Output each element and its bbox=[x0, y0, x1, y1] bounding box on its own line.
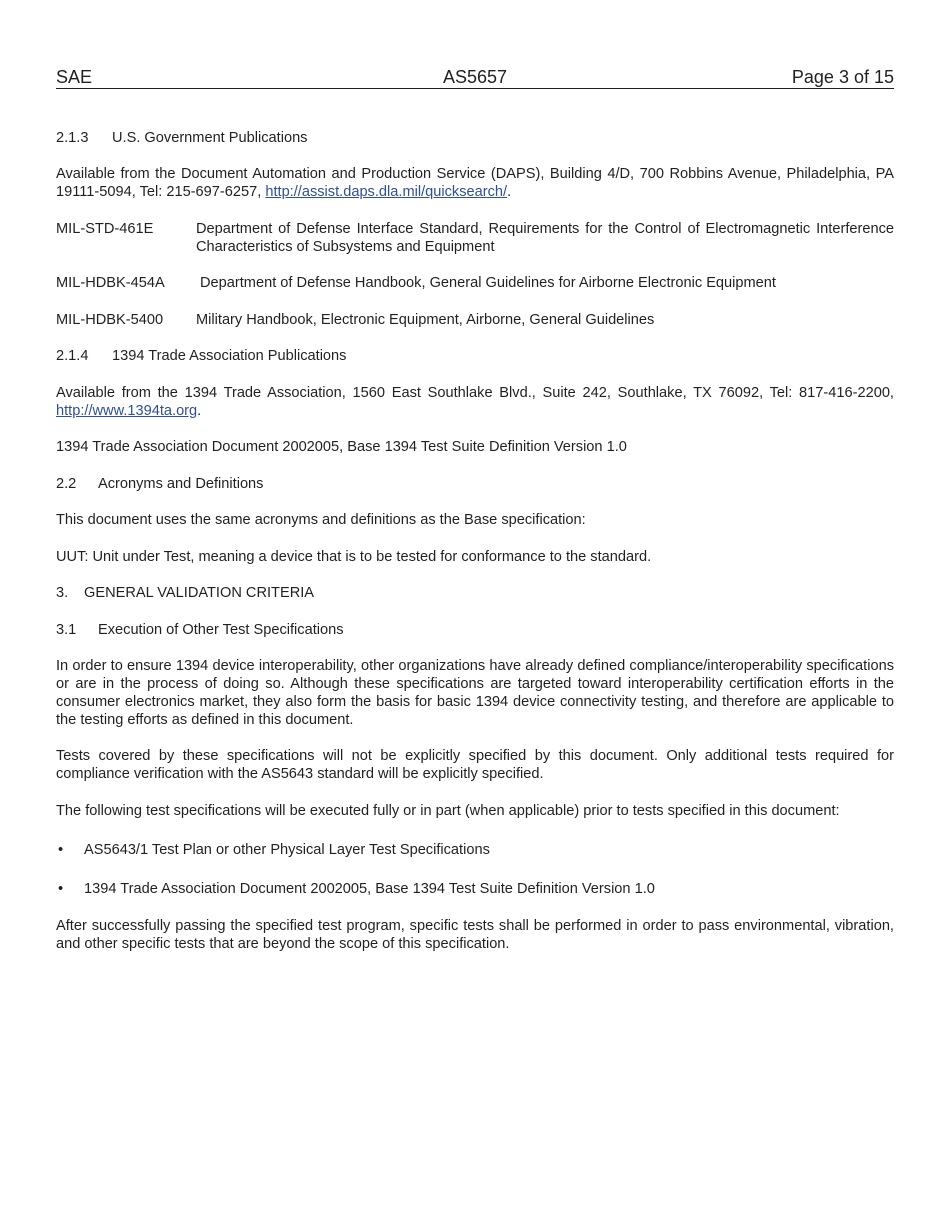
paragraph-after-passing: After successfully passing the specified test program, specific tests shall be performed in order to pass environmental, vibration, and other specific tests that are beyond the scope of this specification. bbox=[56, 918, 894, 952]
period: . bbox=[197, 403, 202, 419]
page-header bbox=[56, 66, 894, 89]
reference-mil-hdbk-454a bbox=[56, 274, 894, 292]
acronyms-intro: This document uses the same acronyms and definitions as the Base specification: bbox=[56, 512, 586, 528]
section-title: U.S. Government Publications bbox=[112, 130, 308, 146]
trade-association-document: 1394 Trade Association Document 2002005, Base 1394 Test Suite Definition Version 1.0 bbox=[56, 439, 627, 455]
daps-link[interactable]: http://assist.daps.dla.mil/quicksearch/ bbox=[265, 184, 508, 200]
section-3-heading bbox=[56, 584, 894, 602]
reference-description: Department of Defense Handbook, General Guidelines for Airborne Electronic Equipment bbox=[200, 275, 776, 291]
1394ta-link[interactable]: http://www.1394ta.org bbox=[56, 403, 198, 419]
reference-code: MIL-STD-461E bbox=[56, 221, 154, 237]
reference-code: MIL-HDBK-5400 bbox=[56, 312, 164, 328]
section-2-1-3-heading bbox=[56, 129, 894, 147]
section-2-2-heading bbox=[56, 475, 894, 493]
section-number: 3.1 bbox=[56, 622, 77, 638]
section-3-1-heading bbox=[56, 621, 894, 639]
section-title: Execution of Other Test Specifications bbox=[98, 622, 344, 638]
availability-text: Available from the Document Automation and Production Service (DAPS), Building 4/D, 700 Robbins Avenue, Philadelphia, PA 19111-5094, Tel: 215-697-6257, bbox=[56, 166, 894, 200]
section-2-1-4-heading bbox=[56, 347, 894, 365]
period: . bbox=[507, 184, 512, 200]
section-2-1-4-availability bbox=[56, 384, 894, 420]
header-org: SAE bbox=[56, 67, 93, 87]
header-doc-number: AS5657 bbox=[442, 67, 508, 87]
section-number: 3. bbox=[56, 585, 69, 601]
section-title: 1394 Trade Association Publications bbox=[112, 348, 347, 364]
reference-description: Military Handbook, Electronic Equipment, Airborne, General Guidelines bbox=[196, 312, 655, 328]
availability-text: Available from the 1394 Trade Association, 1560 East Southlake Blvd., Suite 242, Southlake, TX 76092, Tel: 817-416-2200, bbox=[56, 385, 894, 401]
list-item-text: AS5643/1 Test Plan or other Physical Layer Test Specifications bbox=[84, 842, 490, 858]
paragraph-following-specs: The following test specifications will be executed fully or in part (when applicable) prior to tests specified in this document: bbox=[56, 803, 840, 819]
bullet-icon: • bbox=[58, 881, 64, 897]
section-number: 2.1.4 bbox=[56, 348, 89, 364]
reference-code: MIL-HDBK-454A bbox=[56, 275, 165, 291]
section-2-1-3-availability bbox=[56, 165, 894, 201]
header-page-number: Page 3 of 15 bbox=[791, 67, 894, 87]
bullet-icon: • bbox=[58, 842, 64, 858]
uut-definition: UUT: Unit under Test, meaning a device that is to be tested for conformance to the standard. bbox=[56, 549, 652, 565]
list-item-text: 1394 Trade Association Document 2002005, Base 1394 Test Suite Definition Version 1.0 bbox=[84, 881, 655, 897]
reference-mil-std-461e bbox=[56, 220, 894, 256]
section-title: GENERAL VALIDATION CRITERIA bbox=[84, 585, 315, 601]
reference-mil-hdbk-5400 bbox=[56, 311, 894, 329]
section-number: 2.1.3 bbox=[56, 130, 89, 146]
paragraph-tests-covered: Tests covered by these specifications will not be explicitly specified by this document. Only additional tests required for compliance verification with the AS5643 standard will be explicitly specified. bbox=[56, 748, 894, 782]
section-number: 2.2 bbox=[56, 476, 77, 492]
paragraph-interoperability: In order to ensure 1394 device interoperability, other organizations have already defined compliance/interoperability specifications or are in the process of doing so. Although these specifications are targeted toward interoperability certification efforts in the consumer electronics market, they also form the basis for basic 1394 device connectivity testing, and therefore are applicable to the testing efforts as defined in this document. bbox=[56, 658, 894, 728]
reference-description: Department of Defense Interface Standard, Requirements for the Control of Electromagnetic Interference Characteristics of Subsystems and Equipment bbox=[196, 221, 894, 255]
section-title: Acronyms and Definitions bbox=[98, 476, 264, 492]
